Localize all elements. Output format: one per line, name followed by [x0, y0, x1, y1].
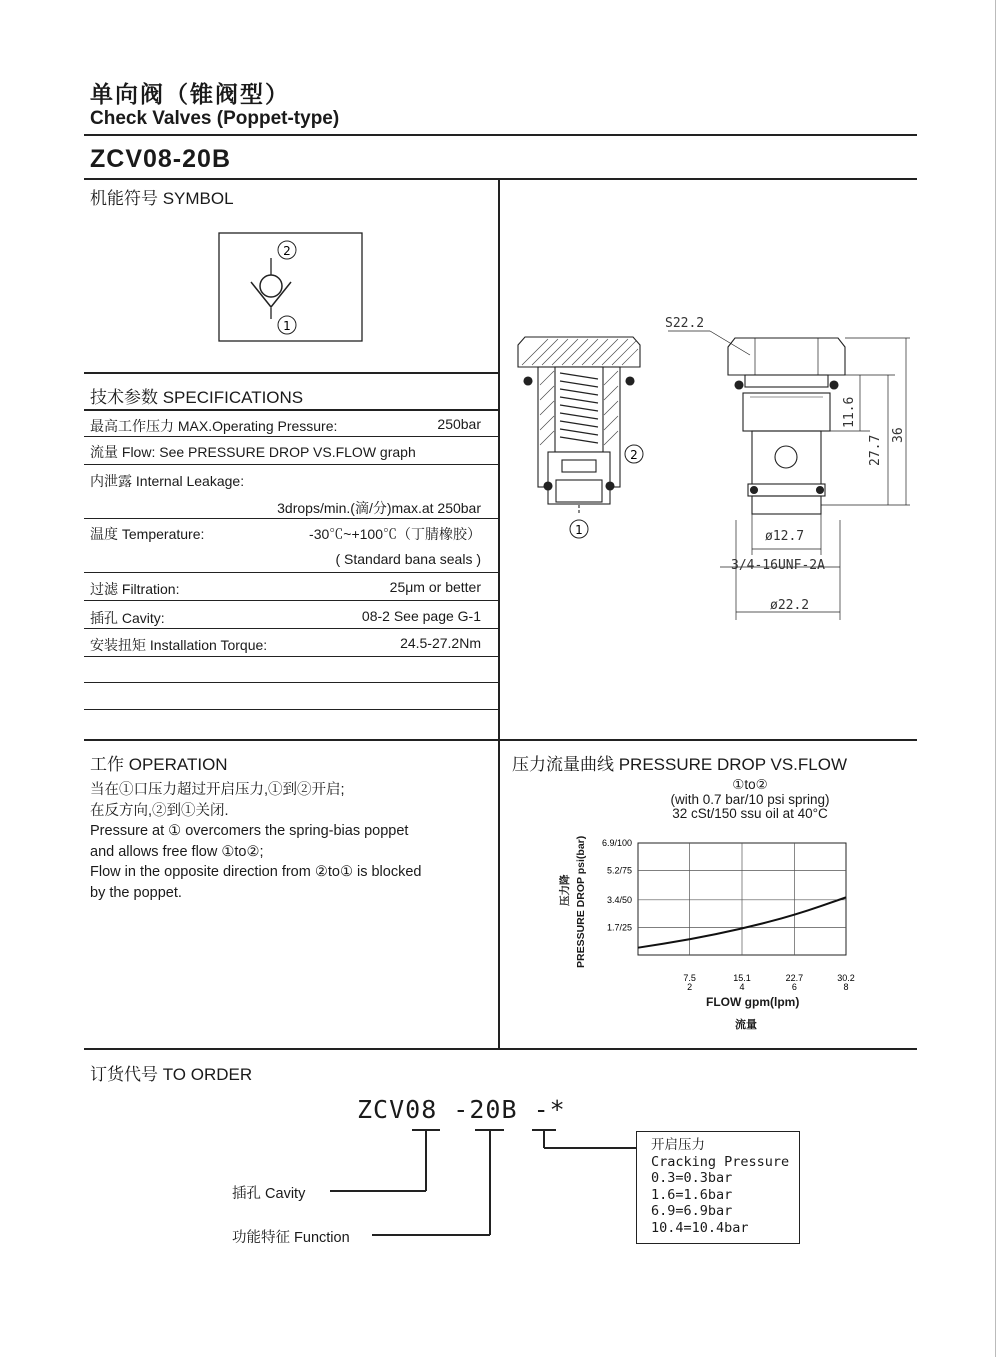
check-valve-symbol: [215, 230, 365, 345]
y-tick-label: 5.2/75: [606, 865, 632, 876]
dim-hex-label: S22.2: [665, 316, 705, 331]
middle-divider: [84, 739, 917, 741]
symbol-heading: 机能符号 SYMBOL: [90, 189, 234, 208]
x-tick-label-gpm: 4: [739, 982, 745, 992]
cracking-pressure-box: 开启压力 Cracking Pressure 0.3=0.3bar 1.6=1.6bar 6.9=6.9bar 10.4=10.4bar: [636, 1131, 800, 1244]
function-label: 功能特征 Function: [232, 1230, 350, 1246]
model-number: ZCV08-20B: [90, 145, 231, 173]
y-tick-label: 3.4/50: [606, 894, 632, 905]
page-right-border: [995, 0, 996, 1357]
x-tick-label-lpm: 30.2: [837, 973, 855, 983]
chart-ylabel: PRESSURE DROP psi(bar): [575, 835, 587, 968]
spec-row: 内泄露 Internal Leakage:: [90, 473, 245, 489]
chart-ylabel-cn: 压力降: [559, 874, 571, 906]
dim-36-label: 36: [891, 427, 906, 443]
pressure-flow-chart: [590, 835, 870, 1045]
model-divider: [84, 178, 917, 180]
x-tick-label-lpm: 7.5: [683, 973, 696, 983]
y-tick-label: 6.9/100: [601, 838, 632, 848]
title-chinese: 单向阀（锥阀型）: [90, 82, 290, 108]
dim-dia-22-2-label: ø22.2: [770, 598, 810, 613]
specs-heading: 技术参数 SPECIFICATIONS: [90, 388, 304, 407]
cavity-label: 插孔 Cavity: [232, 1186, 306, 1202]
svg-text:2: 2: [283, 244, 291, 258]
dim-27-7-label: 27.7: [868, 434, 883, 466]
x-tick-label-lpm: 22.7: [785, 973, 804, 983]
chart-xlabel: FLOW gpm(lpm): [706, 995, 800, 1009]
svg-text:1: 1: [283, 319, 291, 333]
external-view: [668, 331, 910, 620]
spec-row: 安装扭矩 Installation Torque: 24.5-27.2Nm: [90, 635, 481, 653]
x-tick-label-gpm: 6: [791, 982, 797, 992]
chart-heading: 压力流量曲线 PRESSURE DROP VS.FLOW: [512, 755, 848, 774]
chart-xlabel-cn: 流量: [735, 1018, 757, 1031]
spec-row: 插孔 Cavity: 08-2 See page G-1: [90, 608, 481, 626]
order-heading: 订货代号 TO ORDER: [90, 1065, 253, 1084]
x-tick-label-gpm: 2: [687, 982, 693, 992]
order-code: ZCV08 -20B -*: [357, 1095, 566, 1124]
x-tick-label-lpm: 15.1: [733, 973, 751, 983]
specs-top-line: [84, 372, 499, 374]
operation-text: 当在①口压力超过开启压力,①到②开启; 在反方向,②到①关闭. Pressure at ① overcomers the spring-bias poppet and allows free flow ①to②; Flow in the opposite direction from ②to① is blocked by the poppet.: [90, 782, 422, 901]
x-tick-label-gpm: 8: [843, 982, 849, 992]
spec-row: 最高工作压力 MAX.Operating Pressure: 250bar: [90, 416, 481, 434]
order-divider: [84, 1048, 917, 1050]
header-divider: [84, 134, 917, 136]
section-view: [518, 337, 640, 515]
spec-row: ( Standard bana seals ): [335, 551, 481, 567]
dim-thread-label: 3/4-16UNF-2A: [731, 558, 825, 573]
y-tick-label: 1.7/25: [606, 922, 632, 933]
poppet-ball-icon: [260, 275, 282, 297]
spec-row: 流量 Flow: See PRESSURE DROP VS.FLOW graph: [90, 444, 416, 460]
spec-row: 过滤 Filtration: 25μm or better: [90, 579, 481, 597]
spec-row: 温度 Temperature: -30℃~+100℃（丁腈橡胶）: [90, 526, 481, 542]
chart-title: ①to② (with 0.7 bar/10 psi spring) 32 cSt/150 ssu oil at 40°C: [670, 777, 830, 821]
order-callout-lines: [320, 1125, 640, 1245]
svg-text:2: 2: [630, 448, 638, 462]
dimension-drawing: [510, 305, 920, 625]
bottom-center-divider: [498, 739, 500, 1049]
operation-heading: 工作 OPERATION: [90, 755, 228, 774]
svg-text:1: 1: [575, 523, 583, 537]
spec-row: 3drops/min.(滴/分)max.at 250bar: [277, 500, 481, 516]
dim-11-6-label: 11.6: [842, 396, 857, 428]
dim-dia-12-7-label: ø12.7: [765, 529, 805, 544]
title-english: Check Valves (Poppet-type): [90, 108, 340, 129]
